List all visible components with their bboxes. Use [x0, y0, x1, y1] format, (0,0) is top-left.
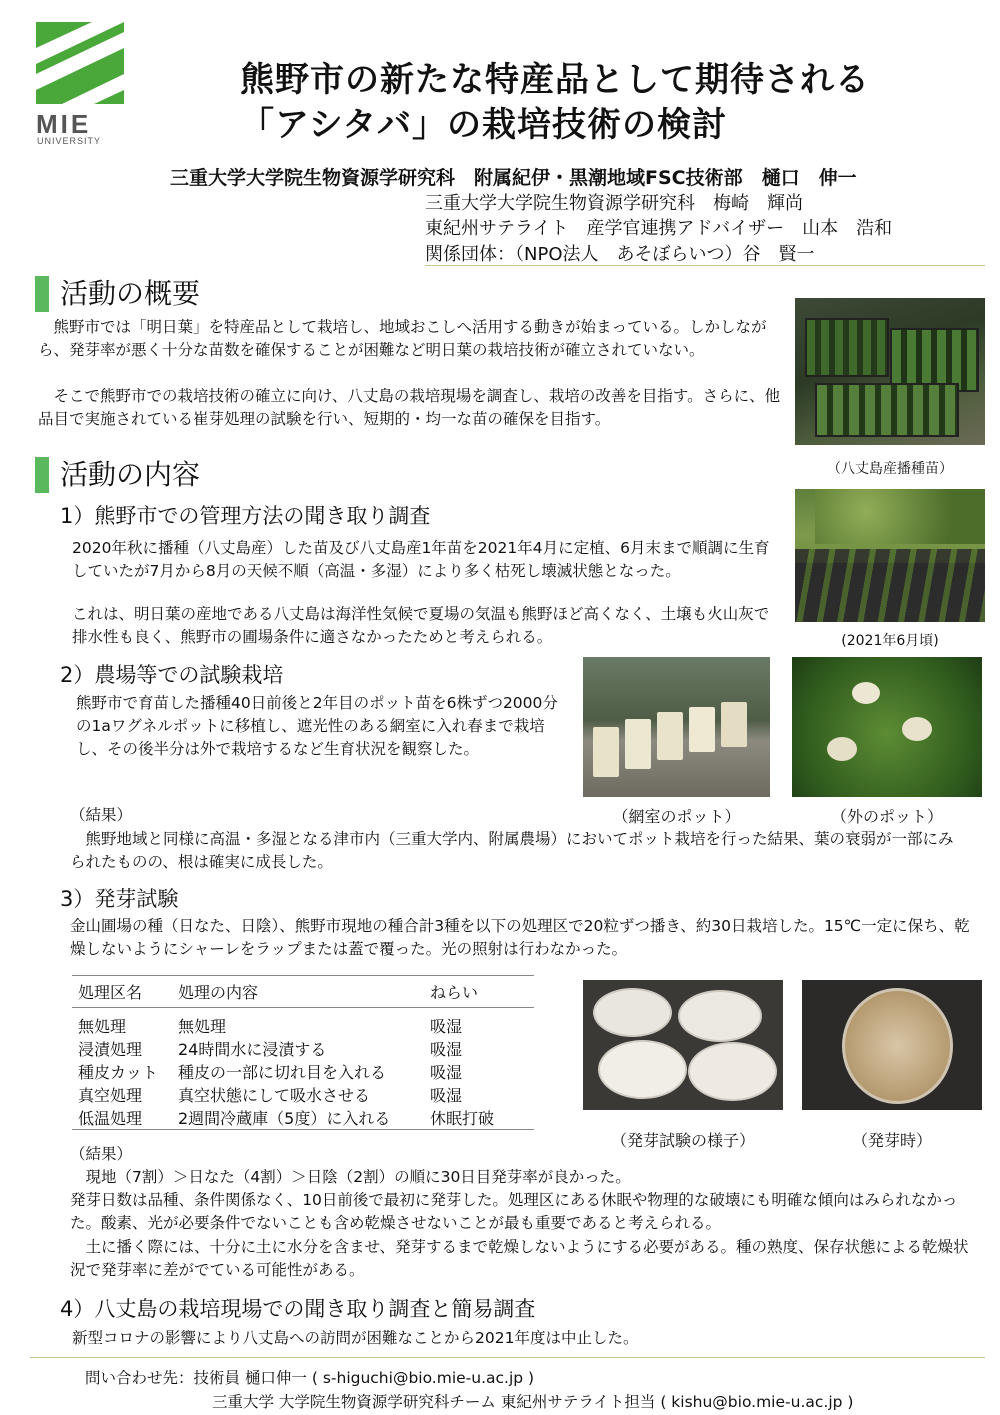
author-line-4: 関係団体：（NPO法人 あそぼらいつ）谷 賢一: [425, 244, 815, 265]
subsection-3-title: 3）発芽試験: [60, 887, 179, 911]
table-cell: 吸湿: [430, 1040, 463, 1059]
outdoor-pots-photo: [792, 657, 982, 797]
author-line-2: 三重大学大学院生物資源学研究科 梅崎 輝尚: [425, 193, 803, 214]
section-marker: [35, 276, 49, 312]
logo-mark-icon: [32, 18, 128, 108]
germination-closeup-caption: （発芽時）: [851, 1131, 932, 1150]
author-line-3: 東紀州サテライト 産学官連携アドバイザー 山本 浩和: [425, 218, 893, 239]
section-title-overview: 活動の概要: [60, 277, 201, 310]
table-row: [72, 1060, 534, 1083]
table-cell: 吸湿: [430, 1086, 463, 1105]
subsection-4-paragraph: 新型コロナの影響により八丈島への訪問が困難なことから2021年度は中止した。: [72, 1329, 639, 1347]
section-title-content: 活動の内容: [60, 458, 201, 491]
germination-test-photo: [583, 980, 783, 1110]
germination-closeup-photo: [802, 980, 982, 1110]
header-divider: [425, 265, 985, 266]
title-line-1: 熊野市の新たな特産品として期待される: [240, 60, 870, 100]
overview-photo-caption: （八丈島産播種苗）: [827, 461, 953, 477]
footer-team: 三重大学 大学院生物資源学研究科チーム 東紀州サテライト担当 ( kishu@bio.mie-u.ac.jp ): [212, 1393, 854, 1411]
table-cell: 低温処理: [72, 1106, 172, 1130]
table-header-cell: 処理区名: [72, 976, 172, 1008]
subsection-2-title: 2）農場等での試験栽培: [60, 663, 284, 687]
subsection-1-paragraph-1: 2020年秋に播種（八丈島産）した苗及び八丈島産1年苗を2021年4月に定植、6月末まで順調に生育していたが7月から8月の天候不順（高温・多湿）により多く枯死し壊滅状態となった。: [72, 539, 770, 580]
germination-test-caption: （発芽試験の様子）: [610, 1131, 755, 1150]
table-row: [72, 1008, 534, 1038]
table-header-cell: ねらい: [424, 976, 534, 1008]
university-logo: [32, 18, 128, 146]
table-row: [72, 1037, 534, 1060]
treatment-table: [72, 975, 534, 1130]
logo-subtext: UNIVERSITY: [37, 136, 102, 146]
overview-paragraph-1: 熊野市では「明日葉」を特産品として栽培し、地域おこしへ活用する動きが始まっている。しかしながら、発芽率が悪く十分な苗数を確保することが困難など明日葉の栽培技術が確立されていない。: [38, 318, 767, 359]
table-row: [72, 1106, 534, 1130]
logo-wordmark: MIE: [36, 109, 92, 139]
subsection-1-photo-caption: (2021年6月頃): [841, 633, 939, 649]
footer-contact: 問い合わせ先：技術員 樋口伸一 ( s-higuchi@bio.mie-u.ac.jp ): [85, 1369, 535, 1387]
section-marker: [35, 457, 49, 493]
table-cell: 2週間冷蔵庫（5度）に入れる: [172, 1106, 424, 1130]
subsection-4-title: 4）八丈島の栽培現場での聞き取り調査と簡易調査: [60, 1297, 536, 1321]
table-cell: 浸漬処理: [78, 1040, 143, 1059]
subsection-2-paragraph: 熊野市で育苗した播種40日前後と2年目のポット苗を6株ずつ2000分の1aワグネルポットに移植し、遮光性のある網室に入れ春まで栽培し、その後半分は外で栽培するなど生育状況を観察した。: [76, 694, 558, 758]
table-cell: 吸湿: [430, 1063, 463, 1082]
subsection-2-result: 熊野地域と同様に高温・多湿となる津市内（三重大学内、附属農場）においてポット栽培を行った結果、葉の衰弱が一部にみられたものの、根は確実に成長した。: [70, 830, 954, 871]
outdoor-photo-caption: （外のポット）: [830, 807, 943, 826]
table-header-row: [72, 976, 534, 1008]
table-cell: 休眠打破: [424, 1106, 534, 1130]
subsection-3-result-label: （結果）: [70, 1145, 133, 1163]
subsection-3-result-1: 現地（7割）＞日なた（4割）＞日陰（2割）の順に30日目発芽率が良かった。: [70, 1168, 631, 1186]
subsection-3-result-3: 土に播く際には、十分に土に水分を含ませ、発芽するまで乾燥しないようにする必要がある。種の熟度、保存状態による乾燥状況で発芽率に差がでている可能性がある。: [70, 1238, 969, 1279]
subsection-1-paragraph-2: これは、明日葉の産地である八丈島は海洋性気候で夏場の気温も熊野ほど高くなく、土壌も火山灰で排水性も良く、熊野市の圃場条件に適さなかったためと考えられる。: [72, 605, 770, 646]
net-house-pots-photo: [583, 657, 770, 797]
subsection-2-result-label: （結果）: [70, 806, 133, 824]
seedling-tray-photo: [795, 298, 985, 445]
title-line-2: 「アシタバ」の栽培技術の検討: [240, 105, 727, 145]
author-main: 三重大学大学院生物資源学研究科 附属紀伊・黒潮地域FSC技術部 樋口 伸一: [170, 167, 857, 189]
table-cell: 種皮カット: [78, 1063, 158, 1082]
subsection-3-paragraph: 金山圃場の種（日なた、日陰）、熊野市現地の種合計3種を以下の処理区で20粒ずつ播き、約30日栽培した。15℃一定に保ち、乾燥しないようにシャーレをラップまたは蓋で覆った。光の照射は行わなかった。: [70, 917, 970, 958]
table-cell: 真空処理: [78, 1086, 143, 1105]
table-cell: 吸湿: [430, 1017, 463, 1036]
table-cell: 真空状態にして吸水させる: [178, 1086, 371, 1105]
subsection-3-result-2: 発芽日数は品種、条件関係なく、10日前後で最初に発芽した。処理区にある休眠や物理的な破壊にも明確な傾向はみられなかった。酸素、光が必要条件でないことも含め乾燥させないことが最も重要であると考えられる。: [70, 1191, 958, 1232]
table-cell: 無処理: [178, 1017, 227, 1036]
table-cell: 24時間水に浸漬する: [178, 1040, 327, 1059]
table-row: [72, 1083, 534, 1106]
table-header-cell: 処理の内容: [172, 976, 424, 1008]
field-photo: [795, 489, 985, 622]
net-house-photo-caption: （網室のポット）: [612, 807, 741, 826]
footer-divider: [30, 1357, 985, 1358]
table-cell: 種皮の一部に切れ目を入れる: [178, 1063, 387, 1082]
subsection-1-title: 1）熊野市での管理方法の聞き取り調査: [60, 504, 431, 528]
overview-paragraph-2: そこで熊野市での栽培技術の確立に向け、八丈島の栽培現場を調査し、栽培の改善を目指す。さらに、他品目で実施されている崔芽処理の試験を行い、短期的・均一な苗の確保を目指す。: [38, 387, 781, 428]
table-cell: 無処理: [78, 1017, 127, 1036]
